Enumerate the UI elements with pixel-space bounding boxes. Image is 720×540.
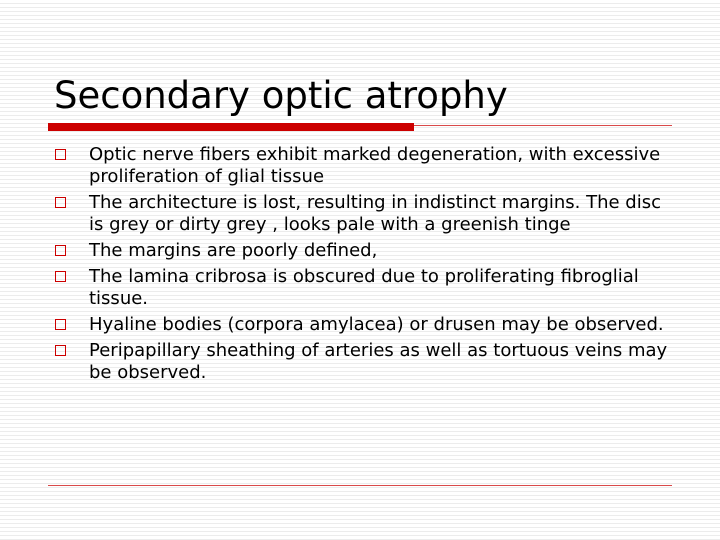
slide-title: Secondary optic atrophy: [54, 74, 508, 117]
hollow-square-icon: [55, 345, 66, 356]
bullet-text: Optic nerve fibers exhibit marked degeneration, with excessive proliferation of glial tissue: [89, 144, 661, 187]
title-underline-line: [414, 125, 672, 126]
bullet-item: [54, 240, 674, 262]
bullet-item: [54, 144, 674, 188]
bullet-item: [54, 192, 674, 236]
bullet-item: [54, 340, 674, 384]
hollow-square-icon: [55, 197, 66, 208]
hollow-square-icon: [55, 271, 66, 282]
bullet-list: [54, 144, 674, 388]
bullet-text: The architecture is lost, resulting in indistinct margins. The disc is grey or dirty grey , looks pale with a greenish tinge: [89, 192, 662, 235]
bullet-item: [54, 266, 674, 310]
bullet-text: The lamina cribrosa is obscured due to proliferating fibroglial tissue.: [89, 266, 639, 309]
footer-rule: [48, 485, 672, 486]
bullet-item: [54, 314, 674, 336]
title-underline-accent: [48, 123, 414, 131]
bullet-text: Peripapillary sheathing of arteries as well as tortuous veins may be observed.: [89, 340, 668, 383]
bullet-text: Hyaline bodies (corpora amylacea) or drusen may be observed.: [89, 314, 664, 335]
hollow-square-icon: [55, 149, 66, 160]
bullet-text: The margins are poorly defined,: [89, 240, 378, 261]
hollow-square-icon: [55, 245, 66, 256]
hollow-square-icon: [55, 319, 66, 330]
